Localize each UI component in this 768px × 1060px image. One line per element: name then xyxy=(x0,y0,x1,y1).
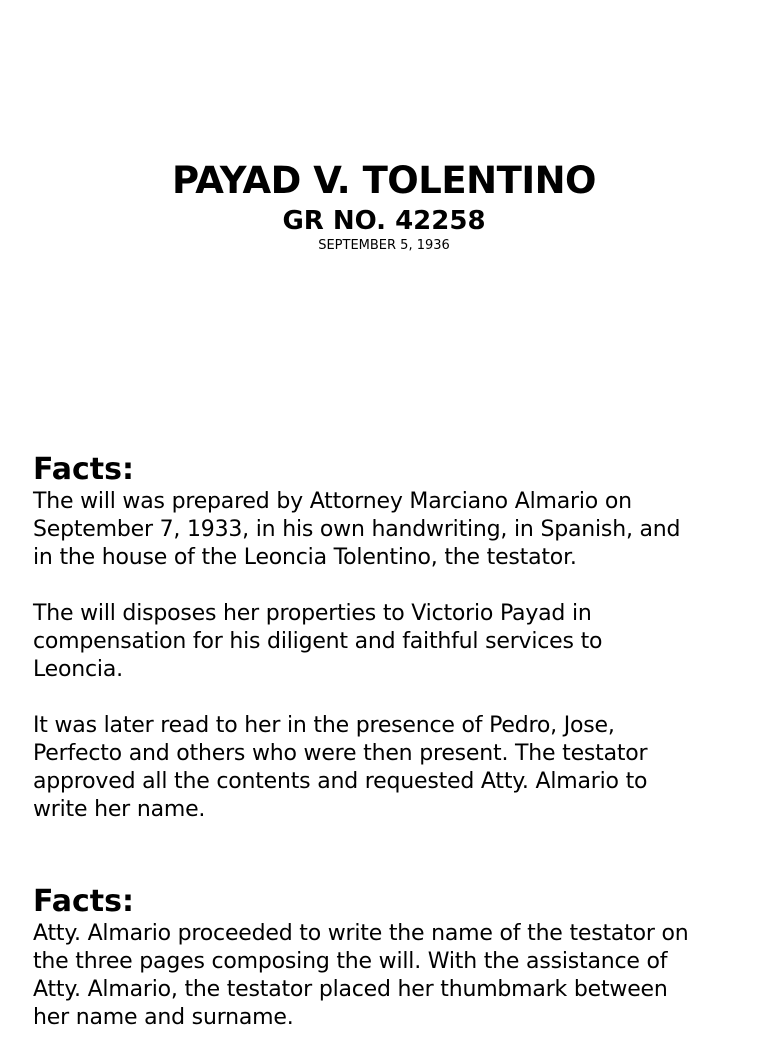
title-block xyxy=(0,157,768,255)
case-number: GR NO. 42258 xyxy=(282,206,486,236)
paragraph: The will disposes her properties to Victorio Payad in compensation for his diligent and faithful services to Leoncia. xyxy=(33,601,603,682)
section-heading: Facts: xyxy=(33,884,134,919)
paragraph: Atty. Almario proceeded to write the name of the testator on the three pages composing the will. With the assistance of Atty. Almario, the testator placed her thumbmark between her name and surname. xyxy=(33,921,689,1030)
facts-section-1 xyxy=(33,452,745,852)
case-date: SEPTEMBER 5, 1936 xyxy=(318,238,450,253)
section-heading: Facts: xyxy=(33,452,134,487)
facts-section-2 xyxy=(33,884,745,1060)
case-title: PAYAD V. TOLENTINO xyxy=(171,159,597,202)
paragraph: The will was prepared by Attorney Marciano Almario on September 7, 1933, in his own handwriting, in Spanish, and in the house of the Leoncia Tolentino, the testator. xyxy=(33,489,681,570)
paragraph: It was later read to her in the presence of Pedro, Jose, Perfecto and others who were then present. The testator approved all the contents and requested Atty. Almario to write her name. xyxy=(33,713,648,822)
